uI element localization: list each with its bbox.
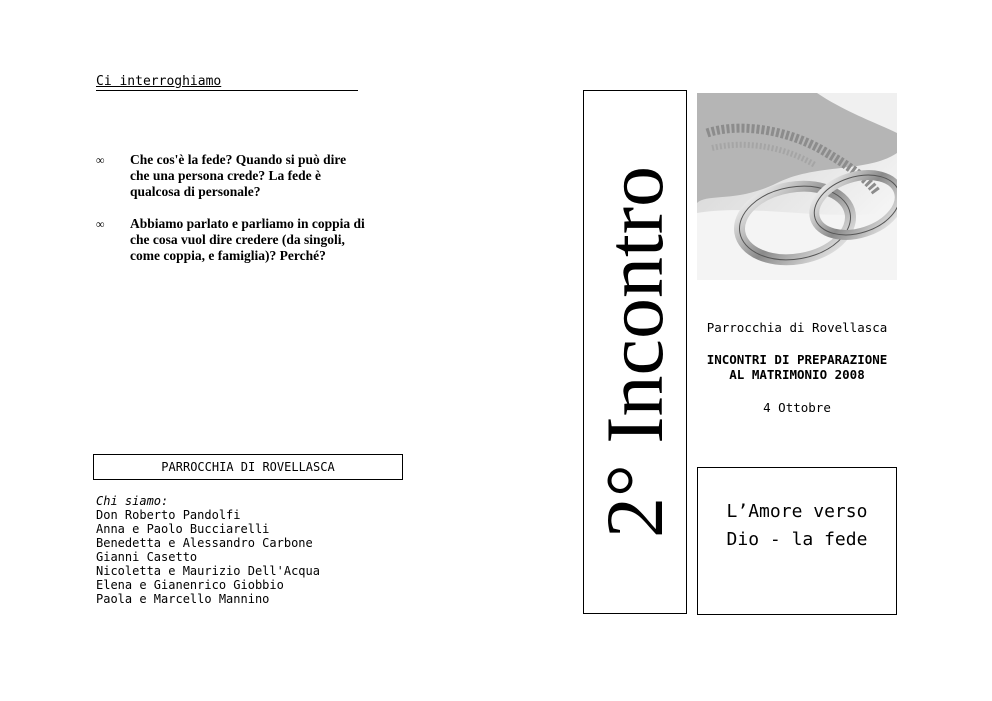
- parish-name: Parrocchia di Rovellasca: [706, 320, 888, 335]
- section-heading-text: Ci interroghiamo: [96, 74, 222, 89]
- theme-box: [697, 467, 897, 615]
- meeting-date: 4 Ottobre: [763, 400, 831, 415]
- course-title-line: INCONTRI DI PREPARAZIONE: [706, 352, 888, 367]
- theme-line: L’Amore verso: [726, 501, 868, 522]
- parish-box: PARROCCHIA DI ROVELLASCA: [93, 454, 403, 480]
- infinity-bullet-icon: ∞: [96, 217, 105, 231]
- spine-title: 2° Incontro: [589, 165, 680, 539]
- wedding-rings-photo: [697, 93, 897, 280]
- question-text: Abbiamo parlato e parliamo in coppia di che cosa vuol dire credere (da singoli, come coppia, e famiglia)? Perché?: [130, 216, 365, 263]
- member-name: Benedetta e Alessandro Carbone: [96, 536, 313, 550]
- question-item: [96, 152, 366, 200]
- course-title: [697, 352, 897, 382]
- who-we-are: [96, 494, 320, 606]
- question-item: [96, 216, 366, 264]
- spine-box: [583, 90, 687, 614]
- member-name: Elena e Gianenrico Giobbio: [96, 578, 284, 592]
- member-name: Gianni Casetto: [96, 550, 198, 564]
- section-heading: [96, 74, 358, 91]
- member-name: Don Roberto Pandolfi: [96, 508, 241, 522]
- member-name: Paola e Marcello Mannino: [96, 592, 270, 606]
- theme-line: Dio - la fede: [726, 529, 868, 550]
- question-list: [96, 152, 366, 280]
- who-we-are-intro: Chi siamo:: [96, 494, 169, 508]
- question-text: Che cos'è la fede? Quando si può dire che una persona crede? La fede è qualcosa di personale?: [130, 152, 347, 199]
- member-name: Anna e Paolo Bucciarelli: [96, 522, 270, 536]
- member-name: Nicoletta e Maurizio Dell'Acqua: [96, 564, 320, 578]
- course-title-line: AL MATRIMONIO 2008: [729, 367, 865, 382]
- infinity-bullet-icon: ∞: [96, 153, 105, 167]
